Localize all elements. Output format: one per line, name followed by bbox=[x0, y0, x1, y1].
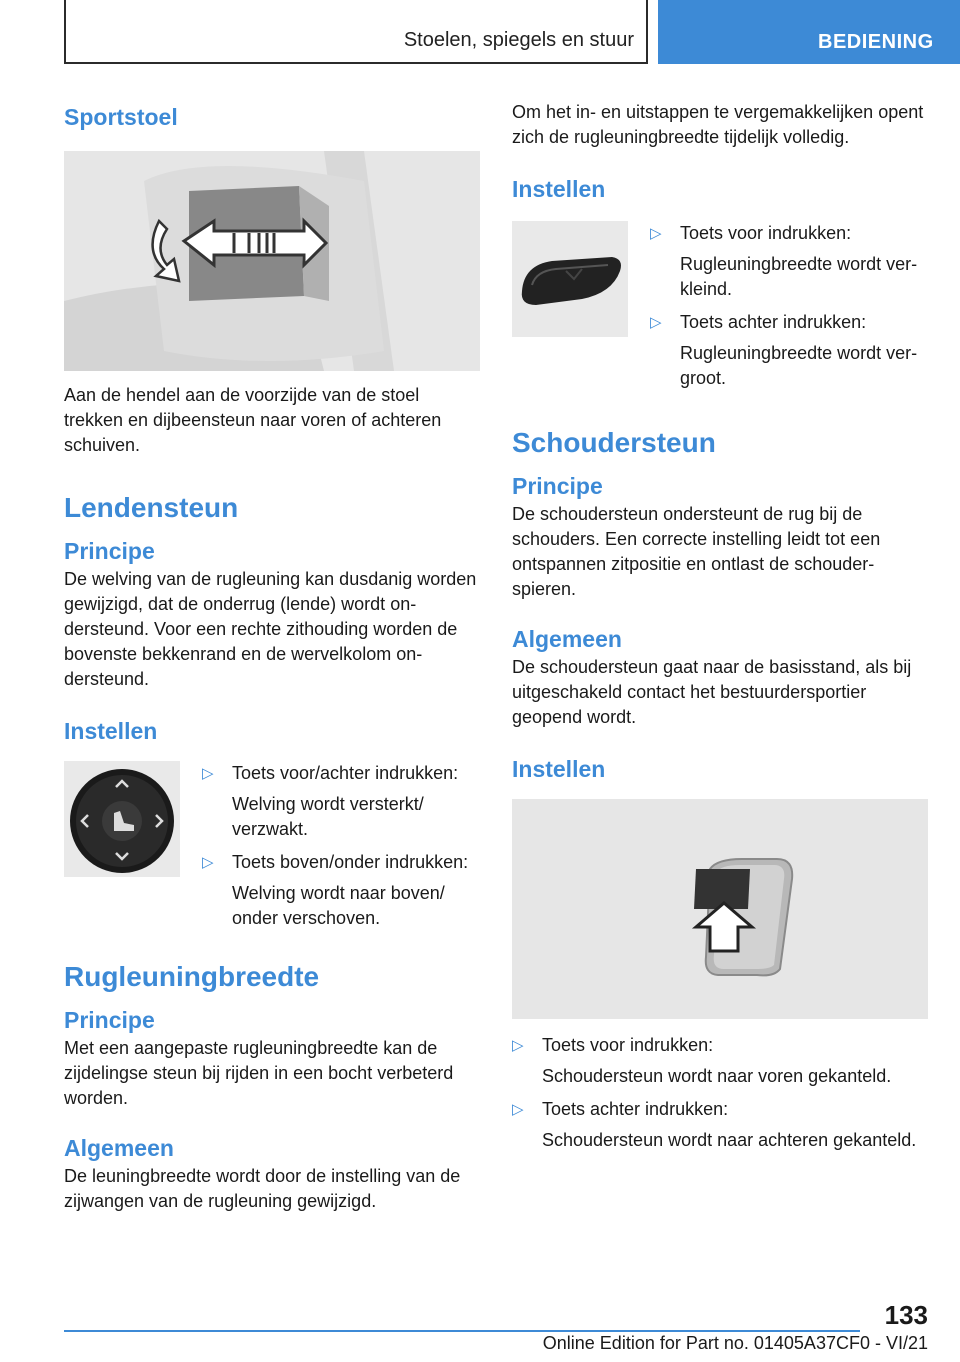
rugleuningbreedte-intro-text: Om het in- en uitstappen te vergemakkelijken opent zich de rugleuningbreedte tijdelijk volledig. bbox=[512, 102, 924, 147]
list-item bbox=[202, 761, 480, 842]
bullet-title: Toets boven/onder indrukken: bbox=[232, 852, 469, 872]
rugleuningbreedte-principe-text: Met een aangepaste rugleuningbreedte kan de zijdelingse steun bij rijden in een bocht verbeterd worden. bbox=[64, 1038, 454, 1108]
triangle-right-icon: ▷ bbox=[512, 1101, 524, 1118]
lumbar-switch-icon bbox=[64, 761, 180, 877]
lendensteun-principe-text: De welving van de rugleuning kan dusdanig worden gewijzigd, dat de onderrug (lende) wordt ondersteund. Voor een rechte zithouding worden de bovenste bekkenrand en de wervelkolom ondersteund. bbox=[64, 569, 477, 689]
triangle-right-icon: ▷ bbox=[650, 314, 662, 331]
footer-edition: Online Edition for Part no. 01405A37CF0 - VI/21 bbox=[542, 1333, 928, 1353]
schoudersteun-bullet-list bbox=[512, 1033, 928, 1153]
lumbar-control-image bbox=[64, 761, 180, 877]
rugleuningbreedte-principe-title: Principe bbox=[64, 1007, 155, 1033]
list-item bbox=[650, 221, 928, 302]
lendensteun-title: Lendensteun bbox=[64, 492, 239, 523]
rugleuningbreedte-algemeen-text: De leuningbreedte wordt door de instelling van de zijwangen van de rugleuning gewijzigd. bbox=[64, 1166, 461, 1211]
schoudersteun-algemeen-text: De schoudersteun gaat naar de basisstand, als bij uitgeschakeld contact het bestuurdersportier geopend wordt. bbox=[512, 657, 912, 727]
list-item bbox=[512, 1033, 928, 1089]
lendensteun-bullet-list bbox=[180, 761, 480, 931]
bullet-detail: Welving wordt versterkt/ verzwakt. bbox=[232, 794, 424, 839]
bullet-detail: Schoudersteun wordt naar voren gekanteld. bbox=[542, 1066, 892, 1086]
page-number: 133 bbox=[884, 1300, 928, 1330]
seat-thigh-support-illustration bbox=[64, 151, 480, 371]
sportstoel-text: Aan de hendel aan de voorzijde van de stoel trekken en dijbeensteun naar voren of achteren schuiven. bbox=[64, 385, 442, 455]
rugleuningbreedte-instellen-title: Instellen bbox=[512, 176, 606, 202]
header-chapter-box bbox=[64, 0, 648, 64]
rugleuningbreedte-bullet-list bbox=[628, 221, 928, 391]
left-column bbox=[64, 100, 480, 1214]
sportstoel-title: Sportstoel bbox=[64, 104, 178, 130]
header-section: BEDIENING bbox=[818, 31, 934, 53]
rugleuningbreedte-instellen-row bbox=[512, 221, 928, 391]
triangle-right-icon: ▷ bbox=[512, 1037, 524, 1054]
bullet-detail: Welving wordt naar boven/ onder verschoven. bbox=[232, 883, 445, 928]
backrest-width-switch-icon bbox=[512, 221, 628, 337]
bullet-title: Toets voor indrukken: bbox=[680, 223, 852, 243]
shoulder-support-image bbox=[512, 799, 928, 1019]
lendensteun-instellen-row bbox=[64, 761, 480, 931]
triangle-right-icon: ▷ bbox=[202, 765, 214, 782]
backrest-width-control-image bbox=[512, 221, 628, 337]
triangle-right-icon: ▷ bbox=[650, 225, 662, 242]
header-chapter: Stoelen, spiegels en stuur bbox=[403, 29, 634, 51]
lendensteun-instellen-title: Instellen bbox=[64, 718, 158, 744]
list-item bbox=[202, 850, 480, 931]
list-item bbox=[512, 1097, 928, 1153]
lendensteun-principe-title: Principe bbox=[64, 538, 155, 564]
right-column bbox=[512, 100, 928, 1153]
header-section-tab bbox=[658, 0, 960, 64]
schoudersteun-title: Schoudersteun bbox=[512, 427, 716, 458]
bullet-title: Toets achter indrukken: bbox=[680, 312, 867, 332]
bullet-title: Toets voor indrukken: bbox=[542, 1035, 714, 1055]
shoulder-switch-illustration bbox=[512, 799, 928, 1019]
bullet-detail: Rugleuningbreedte wordt verkleind. bbox=[680, 254, 918, 299]
schoudersteun-instellen-title: Instellen bbox=[512, 756, 606, 782]
bullet-detail: Schoudersteun wordt naar achteren gekanteld. bbox=[542, 1130, 917, 1150]
schoudersteun-principe-title: Principe bbox=[512, 473, 603, 499]
rugleuningbreedte-algemeen-title: Algemeen bbox=[64, 1135, 174, 1161]
triangle-right-icon: ▷ bbox=[202, 854, 214, 871]
bullet-title: Toets voor/achter indrukken: bbox=[232, 763, 459, 783]
schoudersteun-algemeen-title: Algemeen bbox=[512, 626, 622, 652]
footer-divider bbox=[64, 1330, 860, 1332]
list-item bbox=[650, 310, 928, 391]
bullet-title: Toets achter indrukken: bbox=[542, 1099, 729, 1119]
schoudersteun-principe-text: De schoudersteun ondersteunt de rug bij de schouders. Een correcte instelling leidt tot een ontspannen zitpositie en ontlast de schouderspieren. bbox=[512, 504, 881, 599]
bullet-detail: Rugleuningbreedte wordt vergroot. bbox=[680, 343, 918, 388]
rugleuningbreedte-title: Rugleuningbreedte bbox=[64, 961, 320, 992]
sportstoel-image bbox=[64, 151, 480, 371]
